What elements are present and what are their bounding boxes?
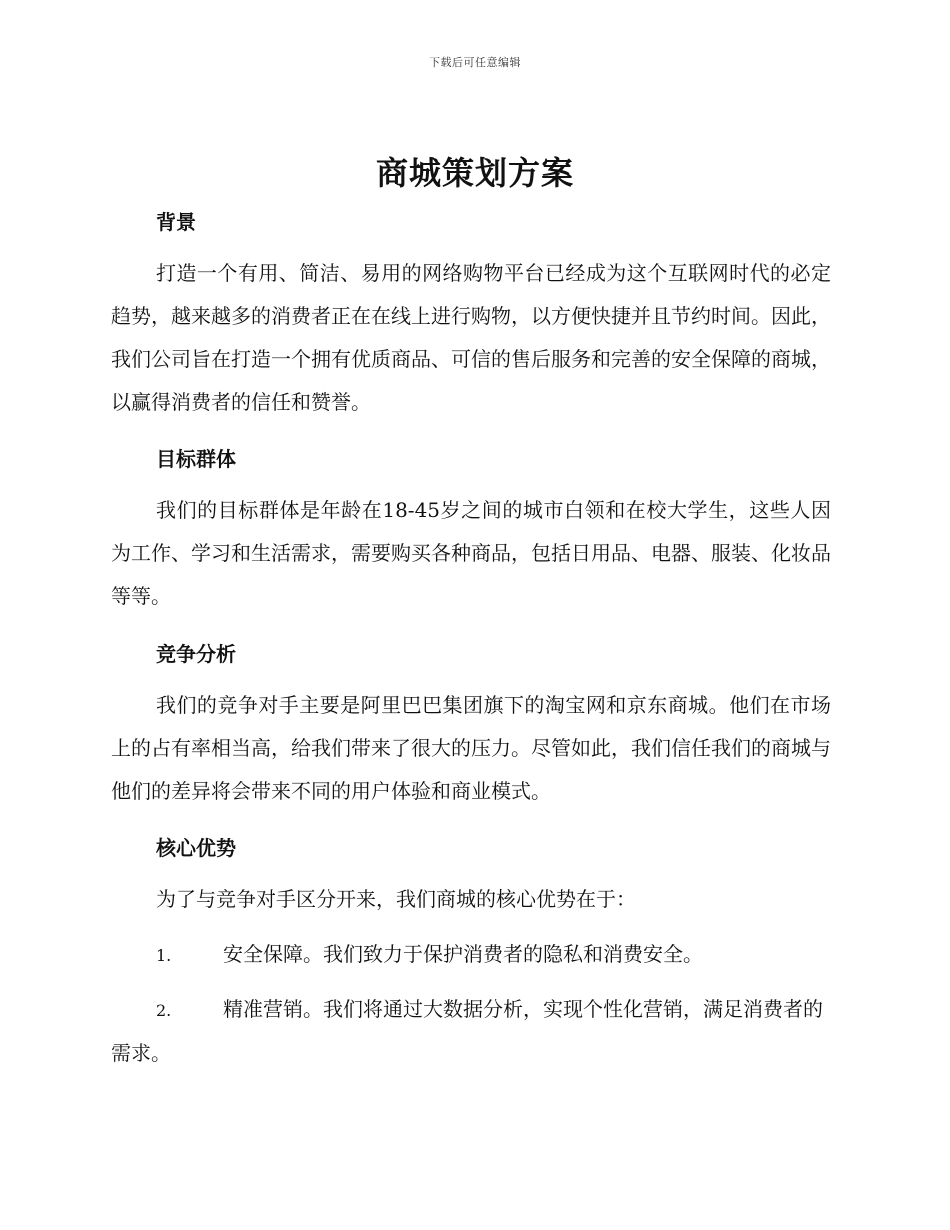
list-item-text: 精准营销。我们将通过大数据分析，实现个性化营销，满足消费者的需求。	[111, 997, 823, 1065]
competition-paragraph: 我们的竞争对手主要是阿里巴巴集团旗下的淘宝网和京东商城。他们在市场上的占有率相当高，给我们带来了很大的压力。尽管如此，我们信任我们的商城与他们的差异将会带来不同的用户体验和商业模式。	[111, 693, 831, 803]
section-heading-background: 背景	[156, 210, 196, 234]
list-item-number: 1.	[156, 946, 172, 965]
list-item-text: 安全保障。我们致力于保护消费者的隐私和消费安全。	[223, 942, 703, 966]
header-note: 下载后可任意编辑	[429, 56, 521, 69]
document-title: 商城策划方案	[375, 154, 574, 192]
section-heading-core-advantages: 核心优势	[156, 836, 236, 860]
background-paragraph: 打造一个有用、简洁、易用的网络购物平台已经成为这个互联网时代的必定趋势，越来越多的消费者正在在线上进行购物，以方便快捷并且节约时间。因此，我们公司旨在打造一个拥有优质商品、可信的售后服务和完善的安全保障的商城，以赢得消费者的信任和赞誉。	[111, 261, 831, 414]
target-group-paragraph: 我们的目标群体是年龄在18-45岁之间的城市白领和在校大学生，这些人因为工作、学习和生活需求，需要购买各种商品，包括日用品、电器、服装、化妆品等等。	[111, 498, 831, 608]
list-item-number: 2.	[156, 1001, 172, 1020]
list-item	[111, 988, 831, 1075]
section-heading-target-group: 目标群体	[156, 447, 236, 471]
core-advantages-intro: 为了与竞争对手区分开来，我们商城的核心优势在于：	[156, 887, 636, 911]
section-heading-competition: 竞争分析	[156, 642, 236, 666]
list-item	[111, 933, 831, 977]
